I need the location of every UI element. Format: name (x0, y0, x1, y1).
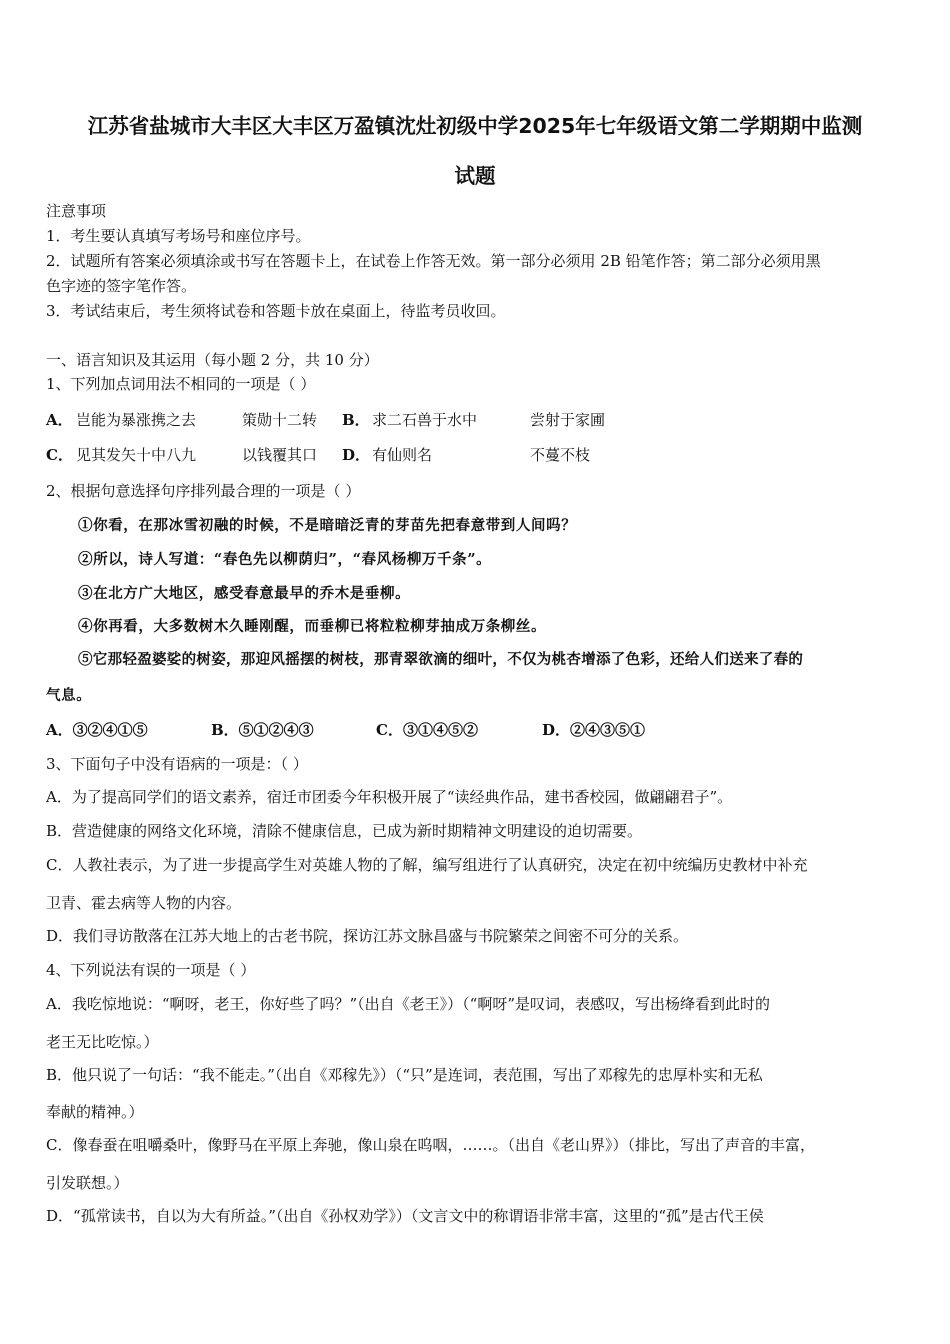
q1-stem: 1、下列加点词用法不相同的一项是（ ） (46, 375, 316, 393)
exam-title-line1: 江苏省盐城市大丰区大丰区万盈镇沈灶初级中学2025年七年级语文第二学期期中监测 (87, 114, 863, 138)
q4-option-c-cont: 引发联想。） (46, 1174, 129, 1192)
q3-option-a: A．为了提高同学们的语文素养，宿迁市团委今年积极开展了“读经典作品，建书香校园，做翩翩君子”。 (46, 788, 733, 806)
q4-option-a-cont: 老王无比吃惊。） (46, 1033, 159, 1051)
q3-stem: 3、下面句子中没有语病的一项是：（ ） (46, 755, 308, 773)
notice-item-2-cont: 色字迹的签字笔作答。 (46, 277, 197, 295)
q1-option-d-label: D． (342, 446, 371, 464)
q1-options-row-1 (46, 413, 926, 433)
q1-option-b-phrase1: 求二石兽于水中 (372, 411, 478, 429)
q2-sentence-3: ③在北方广大地区，感受春意最早的乔木是垂柳。 (78, 585, 411, 602)
q3-option-d: D．我们寻访散落在江苏大地上的古老书院，探访江苏文脉昌盛与书院繁荣之间密不可分的关系。 (46, 927, 689, 945)
q4-option-b-cont: 奉献的精神。） (46, 1103, 144, 1121)
q1-option-b-label: B． (342, 411, 370, 429)
q3-option-c: C．人教社表示，为了进一步提高学生对英雄人物的了解，编写组进行了认真研究，决定在初中统编历史教材中补充 (46, 856, 808, 874)
q1-option-c-phrase1: 见其发矢十中八九 (76, 446, 197, 464)
q4-option-a: A．我吃惊地说：“啊呀，老王，你好些了吗？”（出自《老王》）（“啊呀”是叹词，表感叹，写出杨绛看到此时的 (46, 995, 771, 1013)
q2-sentence-2: ②所以，诗人写道：“春色先以柳荫归”，“春风杨柳万千条”。 (78, 551, 492, 568)
notice-item-1: 1．考生要认真填写考场号和座位序号。 (46, 227, 311, 245)
q3-option-b: B．营造健康的网络文化环境，清除不健康信息，已成为新时期精神文明建设的迫切需要。 (46, 822, 643, 840)
q1-option-a-label: A． (46, 411, 73, 429)
q1-option-b-phrase2: 尝射于家圃 (530, 411, 606, 429)
q4-option-b: B．他只说了一句话：“我不能走。”（出自《邓稼先》）（“只”是连词，表范围，写出了邓稼先的忠厚朴实和无私 (46, 1066, 763, 1084)
q2-sentence-5: ⑤它那轻盈婆娑的树姿，那迎风摇摆的树枝，那青翠欲滴的细叶，不仅为桃杏增添了色彩，还给人们送来了春的 (78, 651, 804, 668)
q3-option-c-cont: 卫青、霍去病等人物的内容。 (46, 894, 242, 912)
section-heading: 一、语言知识及其运用（每小题 2 分，共 10 分） (46, 351, 379, 369)
q2-option-a: A．③②④①⑤ (46, 721, 148, 739)
q2-sentence-1: ①你看，在那冰雪初融的时候，不是暗暗泛青的芽苗先把春意带到人间吗？ (78, 517, 577, 534)
q1-option-c-phrase2: 以钱覆其口 (242, 446, 318, 464)
q4-option-d: D．“孤常读书，自以为大有所益。”（出自《孙权劝学》）（文言文中的称谓语非常丰富，这里的“孤”是古代王侯 (46, 1207, 764, 1225)
notice-item-2: 2．试题所有答案必须填涂或书写在答题卡上，在试卷上作答无效。第一部分必须用 2B 铅笔作答；第二部分必须用黑 (46, 252, 821, 270)
q2-options-row (46, 723, 926, 743)
q1-options-row-2 (46, 448, 926, 468)
q1-option-a-phrase2: 策勋十二转 (242, 411, 318, 429)
exam-title-line2: 试题 (454, 164, 496, 188)
q2-sentence-5-cont: 气息。 (46, 687, 92, 704)
q2-option-b: B．⑤①②④③ (211, 721, 314, 739)
q4-option-c: C．像春蚕在咀嚼桑叶，像野马在平原上奔驰，像山泉在呜咽，……。（出自《老山界》）（排比，写出了声音的丰富， (46, 1136, 815, 1154)
notice-heading: 注意事项 (46, 202, 107, 220)
q1-option-d-phrase2: 不蔓不枝 (530, 446, 591, 464)
q4-stem: 4、下列说法有误的一项是（ ） (46, 961, 256, 979)
q1-option-a-phrase1: 岂能为暴涨携之去 (76, 411, 197, 429)
q2-option-c: C．③①④⑤② (376, 721, 478, 739)
q1-option-c-label: C． (46, 446, 73, 464)
notice-item-3: 3．考试结束后，考生须将试卷和答题卡放在桌面上，待监考员收回。 (46, 302, 506, 320)
q2-option-d: D．②④③⑤① (542, 721, 646, 739)
q2-stem: 2、根据句意选择句序排列最合理的一项是（ ） (46, 482, 361, 500)
q2-sentence-4: ④你再看，大多数树木久睡刚醒，而垂柳已将粒粒柳芽抽成万条柳丝。 (78, 618, 547, 635)
q1-option-d-phrase1: 有仙则名 (372, 446, 433, 464)
